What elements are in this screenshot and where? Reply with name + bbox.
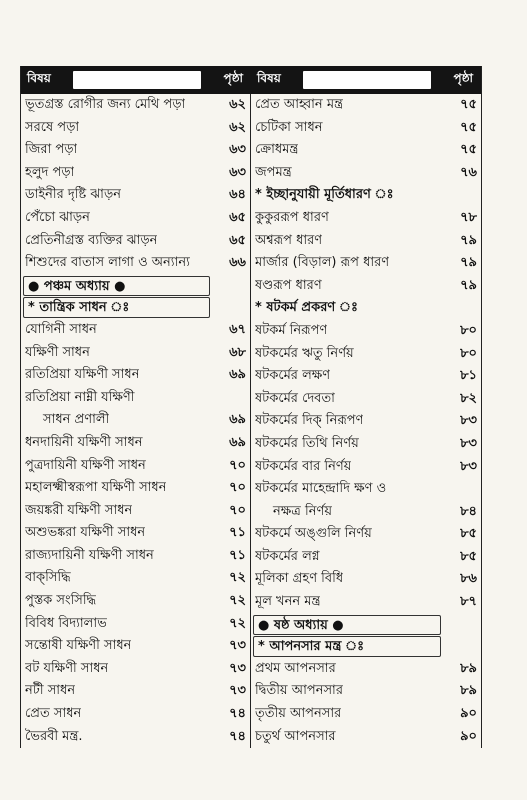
entry-title: অশুভঙ্করা যক্ষিণী সাধন <box>25 525 146 541</box>
toc-entry <box>21 252 250 275</box>
toc-entry <box>21 432 250 455</box>
entry-title: ● পঞ্চম অধ্যায় ● <box>28 278 126 294</box>
entry-page-number: ৮৭ <box>460 594 477 610</box>
entry-title: * ইচ্ছানুযায়ী মূর্তিধারণ ঃ <box>255 187 394 203</box>
entry-title: ভূতগ্রস্ত রোগীর জন্য মেথি পড়া <box>25 97 186 112</box>
entry-title: * ষটকর্ম প্রকরণ ঃ <box>255 300 358 316</box>
header-subject-left: বিষয় <box>27 71 51 85</box>
entry-title: মার্জার (বিড়াল) রূপ ধারণ <box>255 255 390 271</box>
entry-page-number: ৮৫ <box>460 526 477 542</box>
toc-entry <box>21 455 250 478</box>
entry-title: মহালক্ষ্মীস্বরূপা যক্ষিণী সাধন <box>25 480 167 496</box>
toc-entry <box>21 567 250 590</box>
entry-page-number: ৭৯ <box>460 277 477 293</box>
entry-title: পুস্তক সংসিদ্ধি <box>25 593 97 609</box>
entry-title: সরষে পড়া <box>25 119 80 135</box>
entry-page-number: ৮০ <box>460 345 477 361</box>
toc-entry <box>251 410 481 433</box>
entry-title: ● ষষ্ঠ অধ্যায় ● <box>258 617 344 633</box>
toc-entry <box>251 343 481 366</box>
entry-title: জয়ঙ্করী যক্ষিণী সাধন <box>25 502 133 518</box>
entry-page-number: ৬৯ <box>229 412 246 428</box>
toc-entry <box>251 94 481 117</box>
toc-section-heading <box>253 615 441 636</box>
entry-page-number: ৮২ <box>460 390 477 406</box>
entry-page-number: ৭২ <box>229 593 246 609</box>
entry-page-number: ৬৮ <box>229 344 246 360</box>
entry-title: ধনদায়িনী যক্ষিণী সাধন <box>25 434 143 450</box>
entry-page-number: ৮৩ <box>460 413 477 429</box>
toc-entry <box>21 342 250 365</box>
toc-section-heading <box>253 636 441 657</box>
entry-page-number: ৮৪ <box>460 503 477 519</box>
entry-title: কুকুররূপ ধারণ <box>255 209 329 225</box>
toc-entry <box>21 726 250 749</box>
entry-page-number: ৮৫ <box>460 548 477 564</box>
toc-entry <box>251 703 481 726</box>
entry-title: * আপনসার মন্ত্র ঃ <box>258 639 365 655</box>
header-page-right: পৃষ্ঠা <box>453 71 473 85</box>
entry-page-number: ৭২ <box>229 615 246 631</box>
entry-page-number: ৮৩ <box>460 435 477 451</box>
entry-title: ষটকর্মের বার নির্ণয় <box>255 458 352 474</box>
toc-entry <box>251 388 481 411</box>
toc-entry <box>21 207 250 230</box>
entry-page-number: ৬৩ <box>229 142 246 158</box>
entry-title: যক্ষিণী সাধন <box>25 344 90 360</box>
entry-page-number: ৭১ <box>229 547 246 563</box>
toc-entry <box>251 726 481 749</box>
entry-title: অশ্বরূপ ধারণ <box>255 232 323 248</box>
header-subject-right: বিষয় <box>257 71 281 85</box>
entry-page-number: ৮৬ <box>460 571 477 587</box>
entry-title: হলুদ পড়া <box>25 164 75 180</box>
entry-title: প্রেত সাধন <box>25 706 82 722</box>
entry-page-number: ৬২ <box>229 97 246 112</box>
entry-title: ষটকর্মের লগ্ন <box>255 548 320 564</box>
toc-entry <box>251 523 481 546</box>
toc-entry <box>21 613 250 636</box>
toc-entry <box>251 591 481 614</box>
toc-entry <box>21 139 250 162</box>
entry-title: ষটকর্মের দিক্‌ নিরূপণ <box>255 413 364 429</box>
header-blank-right <box>303 71 431 89</box>
entry-page-number: ৭৬ <box>460 164 477 180</box>
entry-page-number: ৭২ <box>229 570 246 586</box>
entry-page-number: ৮৩ <box>460 458 477 474</box>
entry-title: পেঁচো ঝাড়ন <box>25 209 90 225</box>
entry-page-number: ৯০ <box>460 728 477 744</box>
entry-title: প্রেত আহ্বান মন্ত্র <box>255 97 344 112</box>
entry-page-number: ৮১ <box>460 368 477 384</box>
entry-page-number: ৬৭ <box>229 321 246 337</box>
toc-entry <box>21 364 250 387</box>
entry-title: সন্তোষী যক্ষিণী সাধন <box>25 638 132 654</box>
entry-title: যোগিনী সাধন <box>25 321 97 337</box>
entry-page-number: ৭৪ <box>229 706 246 722</box>
toc-entry <box>251 546 481 569</box>
entry-title: জপমন্ত্র <box>255 164 292 180</box>
entry-title: রাজ্যদায়িনী যক্ষিণী সাধন <box>25 547 154 563</box>
entry-page-number: ৭০ <box>229 480 246 496</box>
entry-title: ভৈরবী মন্ত্র. <box>25 728 83 744</box>
entry-page-number: ৭৫ <box>460 119 477 135</box>
toc-entry <box>21 635 250 658</box>
entry-page-number: ৭৪ <box>229 728 246 744</box>
entry-title: ষটকর্মের মাহেন্দ্রাদি ক্ষণ ও <box>255 481 387 497</box>
entry-title: চতুর্থ আপনসার <box>255 728 336 744</box>
toc-entry <box>21 162 250 185</box>
toc-entry <box>21 522 250 545</box>
entry-page-number: ৮০ <box>460 322 477 338</box>
entry-page-number: ৭৩ <box>229 638 246 654</box>
entry-page-number: ৭০ <box>229 457 246 473</box>
entry-title: ষটকর্ম নিরূপণ <box>255 322 328 338</box>
table-of-contents <box>20 66 482 748</box>
entry-title: মূল খনন মন্ত্র <box>255 594 321 610</box>
entry-page-number: ৭৩ <box>229 683 246 699</box>
entry-title: * তান্ত্রিক সাধন ঃ <box>28 300 130 316</box>
toc-entry <box>21 409 250 432</box>
entry-title: মূলিকা গ্রহণ বিধি <box>255 571 344 587</box>
entry-title: ডাইনীর দৃষ্টি ঝাড়ন <box>25 187 121 203</box>
toc-entry <box>21 94 250 117</box>
entry-title: ষটকর্মের ঋতু নির্ণয় <box>255 345 354 361</box>
entry-page-number: ৬৫ <box>229 209 246 225</box>
entry-page-number: ৮৯ <box>460 660 477 676</box>
toc-entry <box>21 387 250 410</box>
toc-columns <box>21 94 481 748</box>
entry-page-number: ৭৯ <box>460 232 477 248</box>
entry-title: রতিপ্রিয়া নাম্নী যক্ষিণী <box>25 389 135 405</box>
entry-title: প্রথম আপনসার <box>255 660 336 676</box>
entry-page-number: ৬২ <box>229 119 246 135</box>
toc-entry <box>21 680 250 703</box>
toc-entry <box>251 275 481 298</box>
entry-page-number: ৭৫ <box>460 142 477 158</box>
entry-title: তৃতীয় আপনসার <box>255 706 342 722</box>
toc-entry <box>251 658 481 681</box>
entry-page-number: ৭০ <box>229 502 246 518</box>
toc-entry <box>21 703 250 726</box>
entry-page-number: ৭৮ <box>460 209 477 225</box>
entry-title: নটী সাধন <box>25 683 76 699</box>
toc-entry <box>251 139 481 162</box>
toc-entry <box>251 117 481 140</box>
entry-title: দ্বিতীয় আপনসার <box>255 683 343 699</box>
entry-title: পুত্রদায়িনী যক্ষিণী সাধন <box>25 457 146 473</box>
toc-entry <box>21 319 250 342</box>
entry-page-number: ৬৫ <box>229 232 246 248</box>
toc-entry <box>251 365 481 388</box>
entry-title: ক্রোধমন্ত্র <box>255 142 299 158</box>
entry-page-number: ৭৫ <box>460 97 477 112</box>
toc-entry <box>251 501 481 524</box>
entry-title: ষটকর্মের লক্ষণ <box>255 368 331 384</box>
toc-entry <box>251 433 481 456</box>
entry-title: শিশুদের বাতাস লাগা ও অন্যান্য <box>25 255 190 271</box>
header-page-left: পৃষ্ঠা <box>223 71 243 85</box>
entry-title: রতিপ্রিয়া যক্ষিণী সাধন <box>25 367 140 383</box>
toc-entry <box>251 230 481 253</box>
toc-entry <box>251 162 481 185</box>
entry-page-number: ৬৯ <box>229 367 246 383</box>
toc-entry <box>21 545 250 568</box>
toc-entry <box>251 320 481 343</box>
toc-entry <box>251 680 481 703</box>
toc-section-heading <box>251 184 481 207</box>
entry-title: চেটিকা সাধন <box>255 119 323 135</box>
toc-section-heading <box>23 276 210 297</box>
entry-page-number: ৬৩ <box>229 164 246 180</box>
toc-entry <box>251 456 481 479</box>
toc-section-heading <box>23 297 210 318</box>
entry-title: বট যক্ষিণী সাধন <box>25 660 109 676</box>
toc-entry <box>21 500 250 523</box>
toc-entry <box>251 478 481 501</box>
entry-page-number: ৬৯ <box>229 434 246 450</box>
entry-page-number: ৮৯ <box>460 683 477 699</box>
toc-section-heading <box>251 297 481 320</box>
entry-title: বাক্‌সিদ্ধি <box>25 570 71 586</box>
entry-title: জিরা পড়া <box>25 142 78 158</box>
toc-entry <box>21 477 250 500</box>
entry-page-number: ৭৩ <box>229 660 246 676</box>
toc-entry <box>21 230 250 253</box>
entry-title: ষটকর্মের তিথি নির্ণয় <box>255 435 359 451</box>
toc-entry <box>251 568 481 591</box>
left-column <box>21 94 251 748</box>
entry-title: প্রেতিনীগ্রস্ত ব্যক্তির ঝাড়ন <box>25 232 158 248</box>
entry-title: ষটকর্মে অঙ্গুলি নির্ণয় <box>255 526 372 542</box>
entry-title: নক্ষত্র নির্ণয় <box>273 503 332 519</box>
toc-entry <box>251 252 481 275</box>
toc-entry <box>21 658 250 681</box>
toc-entry <box>21 590 250 613</box>
toc-entry <box>251 207 481 230</box>
entry-title: ষটকর্মের দেবতা <box>255 390 335 406</box>
toc-entry <box>21 184 250 207</box>
entry-page-number: ৭৯ <box>460 255 477 271</box>
header-blank-left <box>73 71 201 89</box>
toc-header <box>21 66 481 94</box>
entry-title: সাধন প্রণালী <box>43 412 110 428</box>
right-column <box>251 94 481 748</box>
toc-entry <box>21 117 250 140</box>
entry-title: ষণ্ডরূপ ধারণ <box>255 277 322 293</box>
entry-page-number: ৬৬ <box>229 255 246 271</box>
entry-page-number: ৭১ <box>229 525 246 541</box>
entry-title: বিবিধ বিদ্যালাভ <box>25 615 107 631</box>
entry-page-number: ৯০ <box>460 706 477 722</box>
entry-page-number: ৬৪ <box>229 187 246 203</box>
